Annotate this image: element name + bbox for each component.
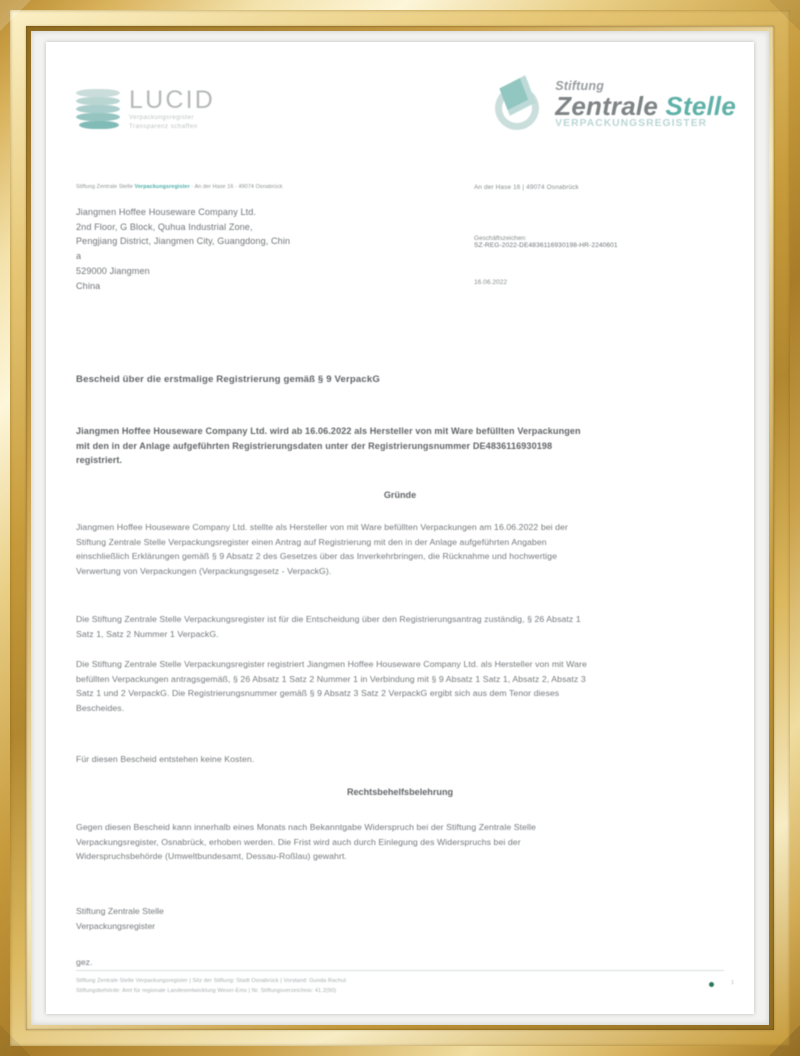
lead-paragraph: Jiangmen Hoffee Houseware Company Ltd. wird ab 16.06.2022 als Hersteller von mit Ware befüllten Verpackungen mit den in der Anlage aufgeführten Registrierungsdaten unter der Registrierungsnummer DE4836116930198 registriert. [76, 426, 581, 466]
footer-status-dot [709, 982, 714, 987]
recipient-line: Pengjiang District, Jiangmen City, Guangdong, Chin [76, 236, 291, 247]
zsvr-line-main [555, 90, 736, 121]
sender-suffix: · An der Hase 16 · 49074 Osnabrück [189, 184, 283, 190]
footer-line-2: Stiftungsbehörde: Amt für regionale Landesentwicklung Weser-Ems | Nr. Stiftungsverzeichnis: 41.2(90) [76, 987, 337, 994]
footer-line-1: Stiftung Zentrale Stelle Verpackungsregister | Sitz der Stiftung: Stadt Osnabrück | Vorstand: Gunda Rachut [76, 978, 346, 984]
signature-block [76, 904, 164, 934]
heading-rechtsbehelfsbelehrung: Rechtsbehelfsbelehrung [346, 787, 454, 797]
office-address: An der Hase 16 | 49074 Osnabrück [474, 184, 579, 191]
lucid-wordmark: LUCID [129, 86, 216, 114]
signature-line-2: Verpackungsregister [76, 920, 156, 931]
paragraph-2: Die Stiftung Zentrale Stelle Verpackungsregister ist für die Entscheidung über den Registrierungsantrag zuständig, § 26 Absatz 1 Satz 1, Satz 2 Nummer 1 VerpackG. [76, 614, 581, 639]
sender-line [76, 184, 283, 190]
recipient-line: 2nd Floor, G Block, Quhua Industrial Zone, [76, 221, 253, 232]
reference-label: Geschäftszeichen: [474, 235, 527, 242]
zsvr-word-zentrale: Zentrale [555, 90, 666, 121]
footer-divider [76, 970, 724, 971]
recipient-line: a [76, 251, 82, 262]
rotated-box-ring-icon [493, 78, 547, 132]
zsvr-line-stiftung: Stiftung [555, 79, 605, 94]
zsvr-line-verpackungsregister: VERPACKUNGSREGISTER [555, 118, 708, 130]
document-page [46, 42, 754, 1014]
zsvr-logo [493, 78, 736, 132]
recipient-line: China [76, 280, 101, 291]
footer-page-number: 1 [730, 980, 734, 986]
recipient-line: 529000 Jiangmen [76, 265, 150, 276]
sender-highlight: Verpackungsregister [134, 184, 190, 190]
stacked-waves-icon [76, 89, 120, 131]
recipient-address [76, 205, 290, 293]
paragraph-1: Jiangmen Hoffee Houseware Company Ltd. stellte als Hersteller von mit Ware befüllten Verpackungen am 16.06.2022 bei der Stiftung Zentrale Stelle Verpackungsregister einen Antrag auf Registrierung mit den in der Anlage aufgeführten Angaben einschließlich Erklärungen gemäß § 9 Absatz 2 des Gesetzes über das Inverkehrbringen, die Rücknahme und hochwertige Verwertung von Verpackungen (Verpackungsgesetz - VerpackG). [76, 522, 568, 576]
heading-gruende: Gründe [383, 490, 417, 500]
page-title: Bescheid über die erstmalige Registrierung gemäß § 9 VerpackG [76, 374, 381, 385]
scanned-content [46, 42, 754, 1014]
sender-prefix: Stiftung Zentrale Stelle [76, 184, 135, 190]
signature-gez: gez. [76, 957, 93, 967]
reference-value: SZ-REG-2022-DE4836116930198-HR-2240601 [474, 242, 618, 249]
letter-meta-column [474, 184, 726, 286]
zsvr-word-stelle: Stelle [665, 90, 736, 121]
signature-line-1: Stiftung Zentrale Stelle [76, 906, 164, 916]
letter-date: 16.06.2022 [474, 279, 508, 286]
recipient-line: Jiangmen Hoffee Houseware Company Ltd. [76, 207, 257, 217]
lucid-subtitle-1: Verpackungsregister [129, 114, 194, 121]
paragraph-4: Für diesen Bescheid entstehen keine Kosten. [76, 754, 255, 764]
lucid-logo [76, 88, 215, 132]
lucid-subtitle-2: Transparenz schaffen [129, 123, 198, 131]
paragraph-3: Die Stiftung Zentrale Stelle Verpackungsregister registriert Jiangmen Hoffee Houseware Company Ltd. als Hersteller von mit Ware befüllten Verpackungen antragsgemäß, § 26 Absatz 1 Satz 2 Nummer 1 in Verbindung mit § 9 Absatz 1 Satz 1, Absatz 2, Absatz 3 Satz 1 und 2 VerpackG. Die Registrierungsnummer gemäß § 9 Absatz 3 Satz 2 VerpackG ergibt sich aus dem Tenor dieses Bescheides. [76, 659, 587, 713]
paragraph-5: Gegen diesen Bescheid kann innerhalb eines Monats nach Bekanntgabe Widerspruch bei der Stiftung Zentrale Stelle Verpackungsregister, Osnabrück, erhoben werden. Die Frist wird auch durch Einlegung des Widerspruchs bei der Widerspruchsbehörde (Umweltbundesamt, Dessau-Roßlau) gewahrt. [76, 822, 536, 862]
footer-text [76, 977, 666, 996]
